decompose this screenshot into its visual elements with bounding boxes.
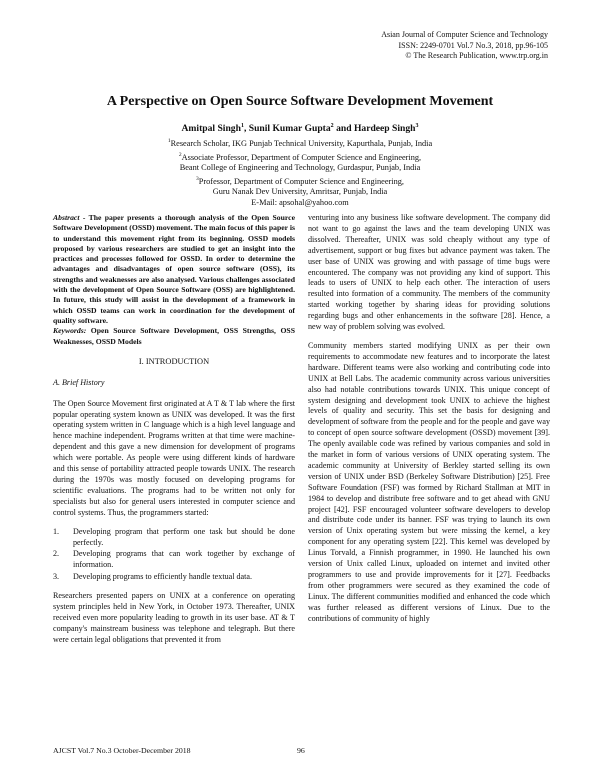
section-heading: I. INTRODUCTION — [138, 356, 210, 366]
paragraph: Researchers presented papers on UNIX at a conference on operating system principles held in New York, in October 1973. Thereafter, UNIX received even more popularity leading to growth in its user base. AT & T company's mainstream business was telephone and telegraph. But there were certain legal obligations that prevented it from — [53, 591, 295, 644]
author-sup: 1 — [240, 123, 244, 129]
author-name: Amitpal Singh — [181, 123, 241, 135]
author-list — [0, 123, 600, 134]
author-name: Hardeep Singh — [353, 123, 416, 135]
affiliations — [0, 136, 600, 209]
abstract-text: The paper presents a thorough analysis of the Open Source Software Development (OSSD) movement. The main focus of this paper is to understand this movement right from its beginning. OSSD models proposed by various researchers are studied to get an insight into the practices and processes followed for OSSD. In order to determine the advantages and disadvantages of open source software (OSS), its strengths and weaknesses are also analysed. Various challenges associated with the development of Open Source Software (OSS) are highlightened. In future, this study will assist in the development of a framework in which OSSD teams can work in coordination for the development of quality software. — [53, 213, 295, 325]
affiliation-line: Guru Nanak Dev University, Amritsar, Punjab, India — [212, 187, 388, 197]
paragraph: Community members started modifying UNIX as per their own requirements to accommodate new features and to incorporate the latest hardware. Different teams were also working and contributing code into UNIX at Bell Labs. The academic community across various universities also had notable contributions towards UNIX. This unique concept of system designing and development took UNIX to achieve the highest levels of quality and security. This set the basis for designing and development of software from the people and for the people and gave way to concept of open source software development (OSSD) movement [39]. The openly available code was refined by various companies and sold in the market in form of various versions of UNIX operating system. The academic community at University of Berkley started selling its own version of UNIX under BSD (Berkeley Software Distribution) [25]. Free Software Foundation (FSF) was formed by Richard Stallman at MIT in 1984 to develop and distribute free software and to get ahead with GNU project [42]. FSF encouraged volunteer software developers to develop and distribute code under its banner. FSF was trying to launch its own version of Unix operating system but were missing the kernel, a key component for any operating system [22]. This kernel was developed by Linus Torvald, a Finnish programmer, in 1990. He launched his own version of Unix called Linux, uploaded on internet and invited other programmers to use and provide improvements for it [27]. Feedbacks from other programmers were secured as they examined the code of Linux. The different communities modified and enhanced the code which was further released as different versions of Linux. Due to the contributions of community of highly — [308, 340, 550, 623]
right-column — [308, 213, 550, 633]
journal-publisher: © The Research Publication, www.trp.org.in — [405, 51, 548, 60]
author-name: Sunil Kumar Gupta — [248, 123, 331, 135]
affiliation-line: $^2$Associate Professor, Department of Computer Science and Engineering, — [178, 151, 422, 162]
subsection-heading: A. Brief History — [53, 377, 105, 387]
journal-header — [381, 30, 548, 62]
journal-name: Asian Journal of Computer Science and Technology — [381, 30, 548, 39]
page-number: 96 — [297, 746, 305, 755]
author-email: E-Mail: apsohal@yahoo.com — [251, 198, 349, 208]
left-column — [53, 213, 295, 654]
paragraph: venturing into any business like software development. The company did not want to go against the laws and the team developing UNIX was dissolved. Thereafter, UNIX was sold cheaply without any type of advertisement, support or bug fixes but advance payment was taken. The user base of UNIX was growing and with passage of time bugs were encountered. The company was not providing any kind of support. This leads to users of UNIX to help each other. The interaction of users resulted into formation of a community. The members of the community started working together by sharing ideas for providing solutions regarding bugs and other enhancements in the software [28]. Hence, a new way of problem solving was evolved. — [308, 213, 550, 332]
author-sep: and — [333, 123, 354, 135]
list-item: 3. Developing programs to efficiently handle textual data. — [53, 572, 252, 582]
list-item: 2. Developing programs that can work together by exchange of information. — [53, 549, 295, 570]
affiliation-line: $^3$Professor, Department of Computer Science and Engineering, — [196, 175, 404, 186]
author-sep: , — [243, 123, 249, 135]
paragraph: The Open Source Movement first originated at A T & T lab where the first popular operating system known as UNIX was developed. It was the first operating system written in C language which is a high level language and hence machine independent. Programs written at that time were machine-dependent and this gave a new dimension for development of programs which were portable. As people were using different kinds of hardware and this sense of portability attracted people towards UNIX. The research during the 1970s was mostly focused on developing programs for scientific evaluations. The programs had to be written not only for specialists but also for general users interested in computer science and control systems. Thus, the programmers started: — [53, 398, 295, 517]
keywords-text: Open Source Software Development, OSS Strengths, OSS Weaknesses, OSSD Models — [53, 326, 295, 346]
author-sup: 2 — [330, 123, 334, 129]
abstract — [53, 213, 295, 347]
footer-issue: AJCST Vol.7 No.3 October-December 2018 — [53, 746, 191, 755]
journal-issn: ISSN: 2249-0701 Vol.7 No.3, 2018, pp.96-105 — [398, 40, 548, 50]
paper-title: A Perspective on Open Source Software Development Movement — [106, 94, 494, 109]
keywords-label: Keywords: — [53, 326, 87, 336]
affiliation-line: $^1$Research Scholar, IKG Punjab Technical University, Kapurthala, Punjab, India — [167, 138, 433, 148]
affiliation-line: Beant College of Engineering and Technology, Gurdaspur, Punjab, India — [179, 163, 421, 173]
numbered-list — [53, 527, 295, 584]
list-item: 1. Developing program that perform one task but should be done perfectly. — [53, 526, 295, 547]
author-sup: 3 — [415, 123, 419, 129]
abstract-lead: Abstract - — [53, 213, 86, 222]
